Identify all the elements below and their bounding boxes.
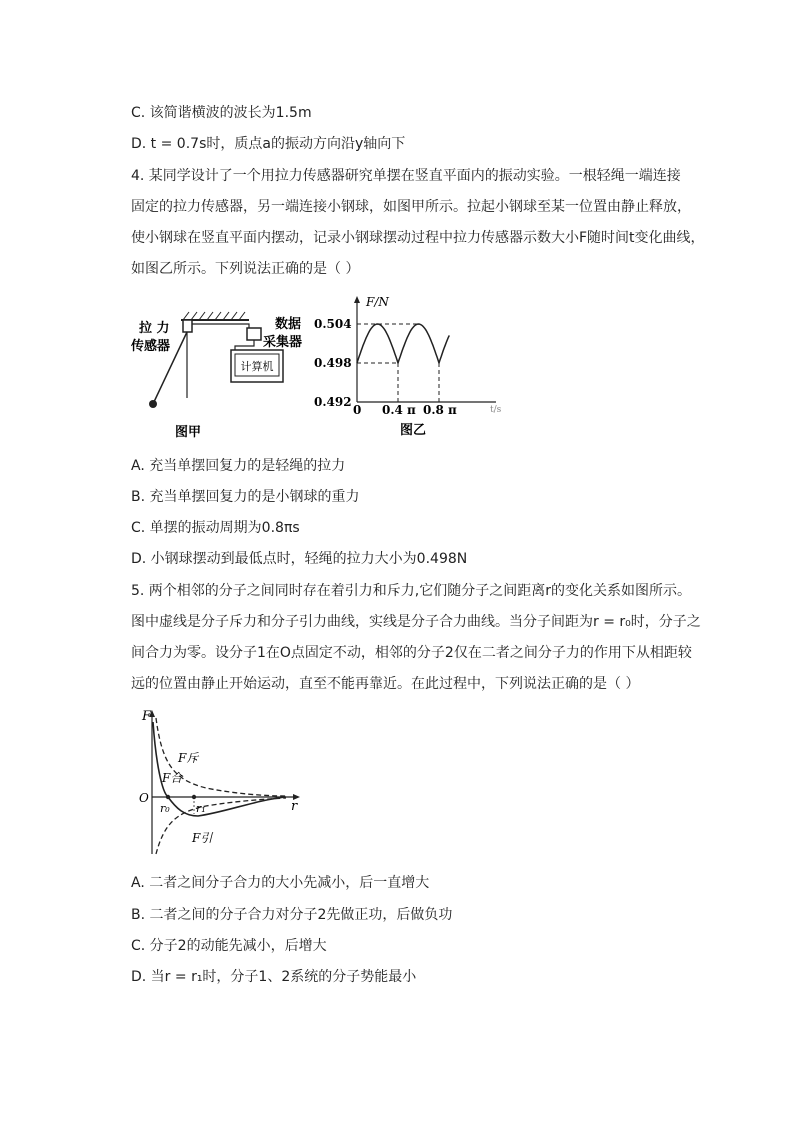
collector-label-2: 采集器 — [263, 335, 303, 350]
f-repulsion-label: F斥 — [178, 751, 199, 765]
q5-option-b: B. 二者之间的分子合力对分子2先做正功，后做负功 — [131, 907, 453, 923]
q5-stem-line-3: 间合力为零。设分子1在O点固定不动，相邻的分子2仅在二者之间分子力的作用下从相距较 — [131, 645, 692, 661]
q4-stem-line-4: 如图乙所示。下列说法正确的是（ ） — [131, 261, 360, 277]
net-force-curve — [153, 722, 286, 816]
molecular-force-figure — [136, 704, 306, 860]
q4-stem-line-1: 4. 某同学设计了一个用拉力传感器研究单摆在竖直平面内的振动实验。一根轻绳一端连接 — [131, 168, 681, 184]
y-tick-label: 0.504 — [314, 317, 352, 331]
q5-option-c: C. 分子2的动能先减小，后增大 — [131, 938, 327, 954]
figure-jia — [131, 298, 321, 442]
figure-jia-caption: 图甲 — [175, 425, 202, 440]
y-tick-label: 0.492 — [314, 395, 352, 409]
x-axis-label: t/s — [490, 405, 502, 415]
q4-stem-line-3: 使小钢球在竖直平面内摆动，记录小钢球摆动过程中拉力传感器示数大小F随时间t变化曲线， — [131, 230, 705, 246]
q4-option-c: C. 单摆的振动周期为0.8πs — [131, 520, 300, 536]
x-tick-label: 0 — [353, 403, 362, 417]
y-tick-label: 0.498 — [314, 356, 352, 370]
series-line — [357, 324, 449, 363]
f-attraction-label: F引 — [192, 831, 213, 845]
r1-label: r₁ — [196, 802, 206, 815]
q5-stem-line-2: 图中虚线是分子斥力和分子引力曲线，实线是分子合力曲线。当分子间距为r = r₀时，分子之 — [131, 614, 701, 630]
figure-yi-caption: 图乙 — [400, 423, 427, 438]
q4-option-d: D. 小钢球摆动到最低点时，轻绳的拉力大小为0.498N — [131, 551, 468, 567]
q5-option-d: D. 当r = r₁时，分子1、2系统的分子势能最小 — [131, 969, 417, 985]
computer-label: 计算机 — [240, 360, 274, 373]
q3-option-d: D. t = 0.7s时，质点a的振动方向沿y轴向下 — [131, 136, 406, 152]
x-tick-label: 0.8 π — [423, 403, 457, 417]
f-axis-label: F — [142, 709, 152, 724]
y-axis-label: F/N — [366, 295, 389, 309]
r-axis-label: r — [291, 799, 298, 814]
sensor-label-1: 拉 力 — [139, 321, 170, 336]
r0-label: r₀ — [160, 802, 170, 815]
f-net-label: F合 — [162, 771, 183, 785]
x-tick-label: 0.4 π — [382, 403, 416, 417]
collector-label-1: 数据 — [275, 317, 302, 332]
q4-option-b: B. 充当单摆回复力的是小钢球的重力 — [131, 489, 360, 505]
q5-option-a: A. 二者之间分子合力的大小先减小，后一直增大 — [131, 875, 430, 891]
figure-yi-chart — [310, 290, 510, 440]
sensor-label-2: 传感器 — [131, 339, 171, 354]
r0-point — [166, 795, 170, 799]
origin-label: O — [139, 791, 149, 805]
q5-stem-line-1: 5. 两个相邻的分子之间同时存在着引力和斥力,它们随分子之间距离r的变化关系如图所示。 — [131, 583, 692, 599]
q4-option-a: A. 充当单摆回复力的是轻绳的拉力 — [131, 458, 346, 474]
q4-stem-line-2: 固定的拉力传感器，另一端连接小钢球，如图甲所示。拉起小钢球至某一位置由静止释放， — [131, 199, 691, 215]
q5-stem-line-4: 远的位置由静止开始运动，直至不能再靠近。在此过程中，下列说法正确的是（ ） — [131, 676, 640, 692]
y-axis-arrow — [354, 296, 360, 303]
q3-option-c: C. 该简谐横波的波长为1.5m — [131, 105, 312, 121]
